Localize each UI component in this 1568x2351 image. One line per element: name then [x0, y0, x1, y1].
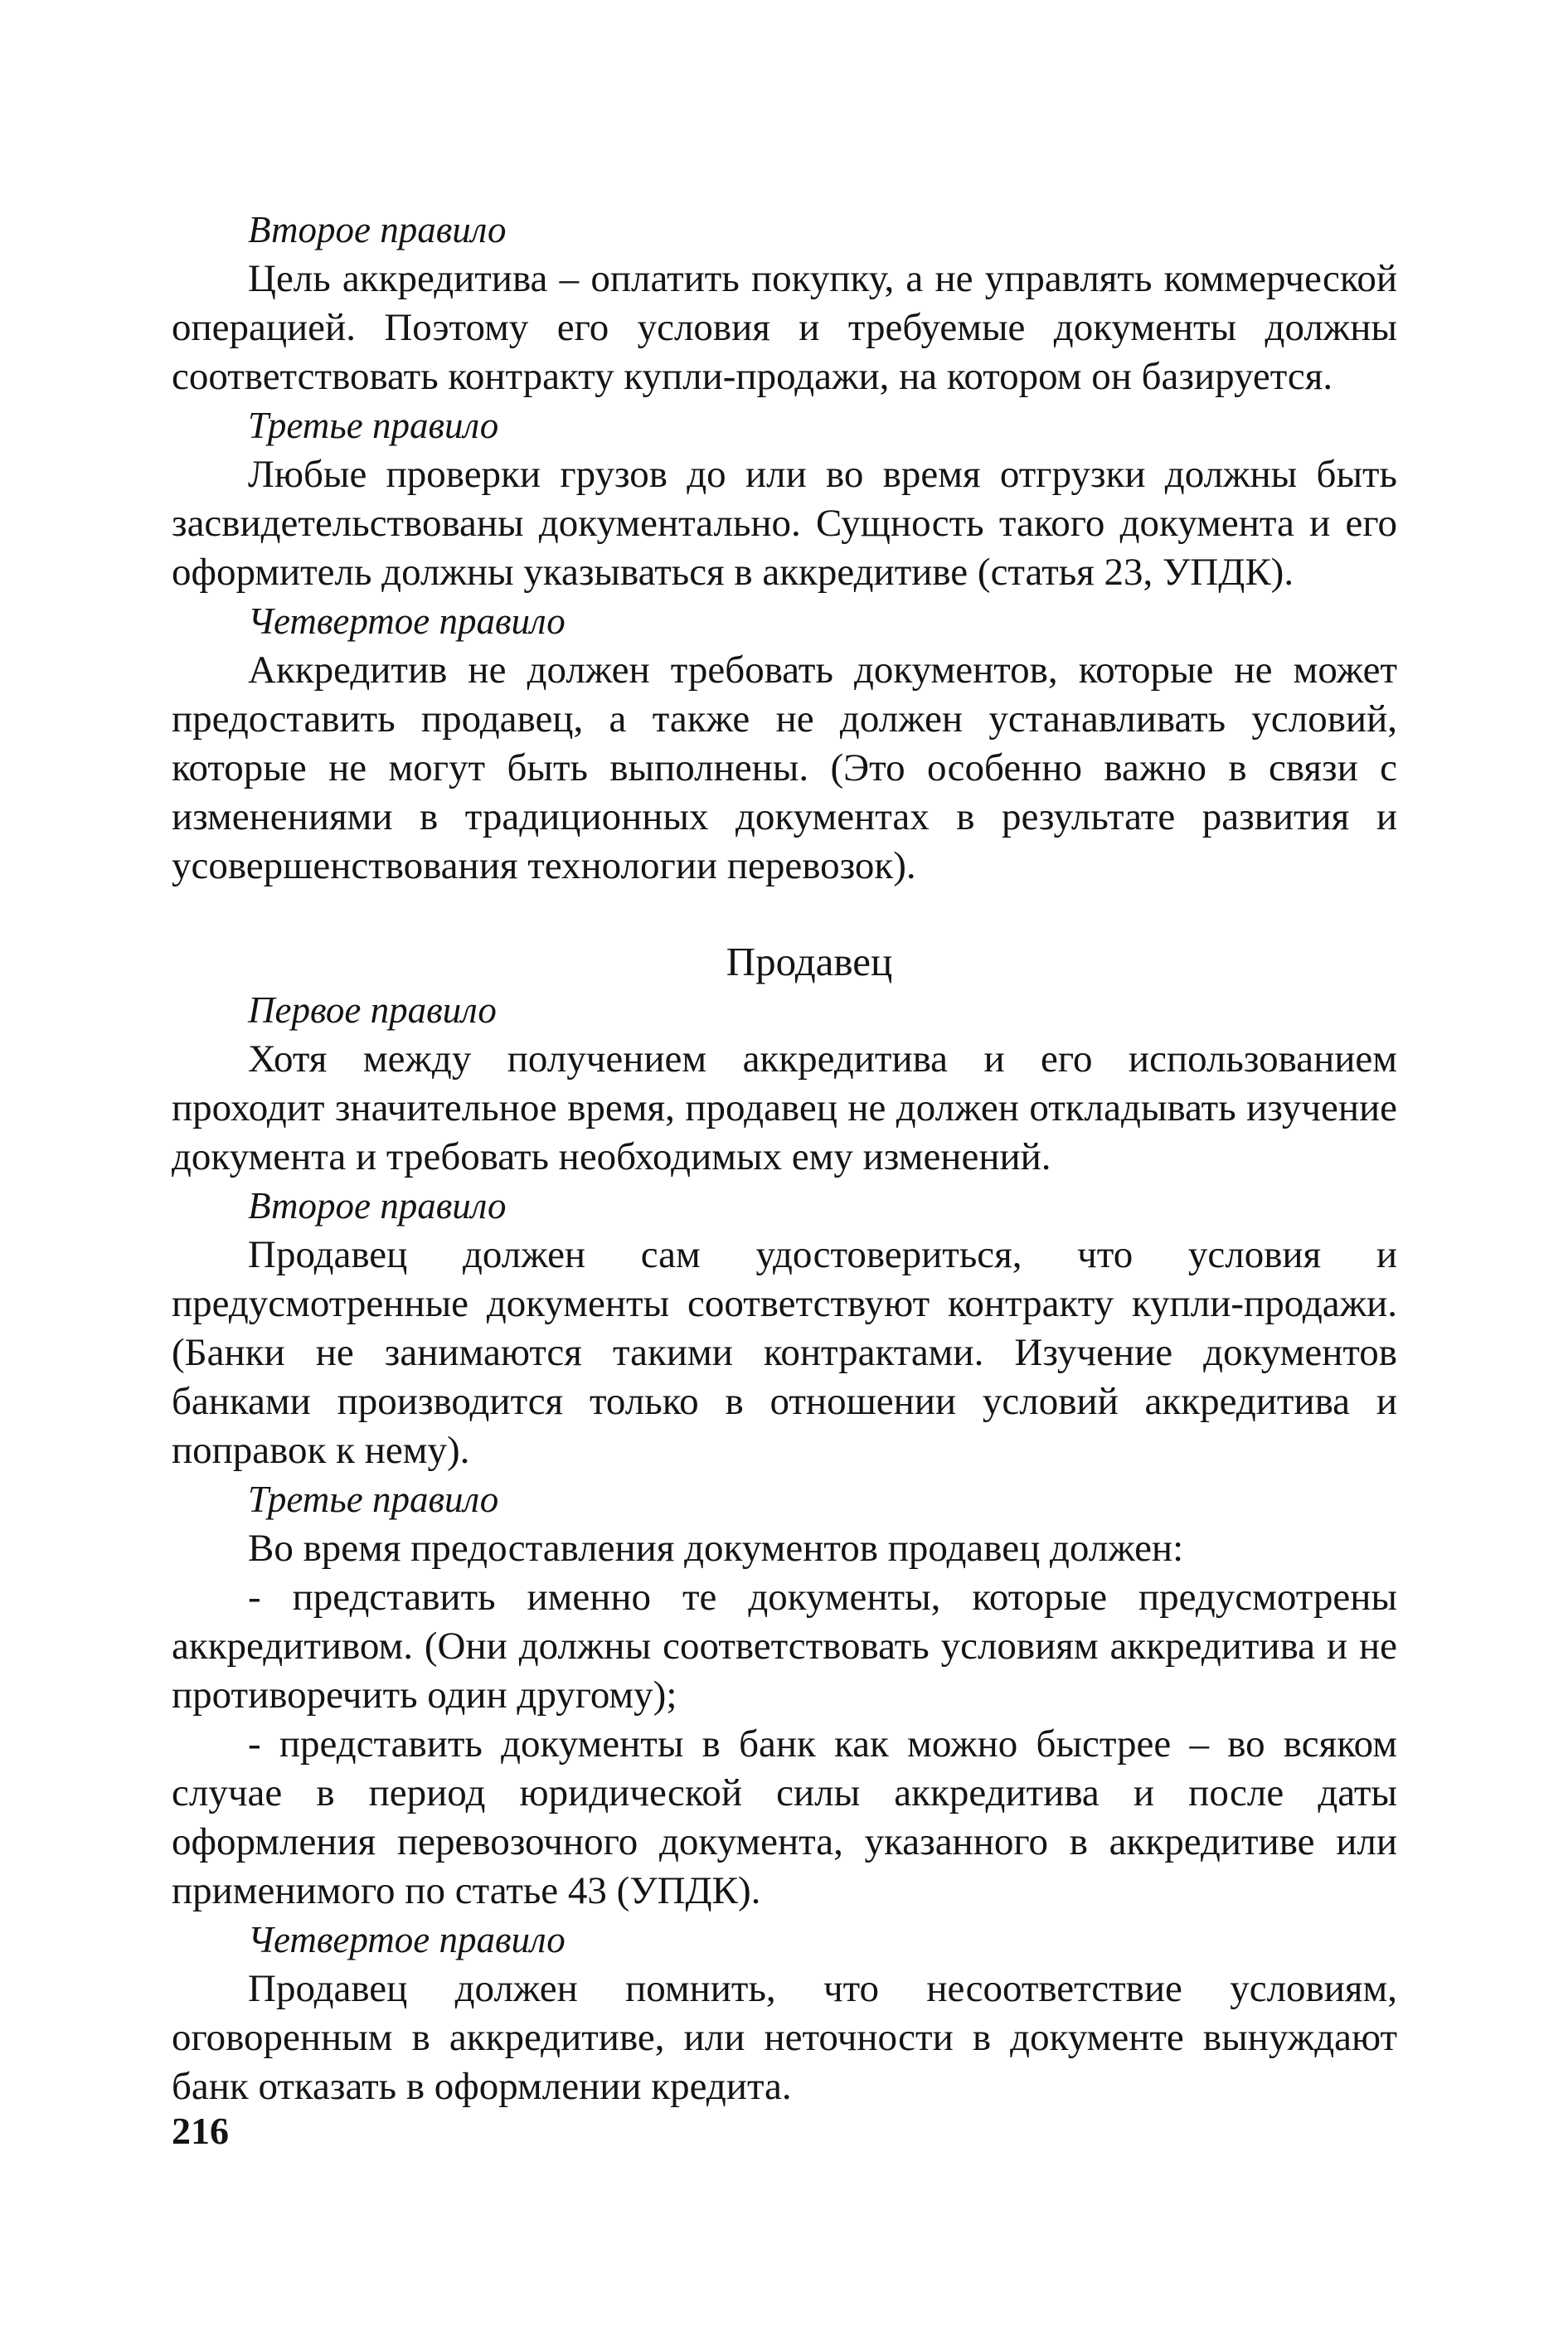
paragraph-buyer-rule-2: Цель аккредитива – оплатить покупку, а не управлять коммерческой операцией. Поэтому его условия и требуемые документы должны соответствовать контракту купли-продажи, на котором он базируется.	[172, 257, 1397, 398]
rule-heading-seller-3: Третье правило	[248, 1479, 499, 1520]
rule-heading-buyer-3: Третье правило	[248, 405, 499, 446]
paragraph-seller-rule-2: Продавец должен сам удостовериться, что условия и предусмотренные документы соответствуют контракту купли-продажи. (Банки не занимаются такими контрактами. Изучение документов банками производится только в отношении условий аккредитива и поправок к нему).	[172, 1233, 1397, 1472]
rule-heading-seller-2: Второе правило	[248, 1185, 507, 1227]
paragraph-seller-rule-1: Хотя между получением аккредитива и его использованием проходит значительное время, продавец не должен откладывать изучение документа и требовать необходимых ему изменений.	[172, 1037, 1397, 1178]
paragraph-seller-rule-3: Во время предоставления документов продавец должен:	[248, 1527, 1184, 1570]
page-number: 216	[172, 2110, 229, 2152]
page-content	[172, 206, 1397, 2111]
paragraph-buyer-rule-4: Аккредитив не должен требовать документов, которые не может предоставить продавец, а также не должен устанавливать условий, которые не могут быть выполнены. (Это особенно важно в связи с изменениями в традиционных документах в результате развития и усовершенствования технологии перевозок).	[172, 648, 1397, 887]
list-item: - представить документы в банк как можно быстрее – во всяком случае в период юридической силы аккредитива и после даты оформления перевозочного документа, указанного в аккредитиве или применимого по статье 43 (УПДК).	[172, 1722, 1397, 1912]
rule-heading-buyer-4: Четвертое правило	[248, 600, 566, 642]
list-item: - представить именно те документы, которые предусмотрены аккредитивом. (Они должны соответствовать условиям аккредитива и не противоречить один другому);	[172, 1576, 1397, 1717]
paragraph-buyer-rule-3: Любые проверки грузов до или во время отгрузки должны быть засвидетельствованы документально. Сущность такого документа и его оформитель должны указываться в аккредитиве (статья 23, УПДК).	[172, 453, 1397, 594]
rule-heading-seller-1: Первое правило	[248, 989, 497, 1031]
rule-heading-seller-4: Четвертое правило	[248, 1919, 566, 1960]
section-title-seller: Продавец	[726, 939, 893, 984]
paragraph-seller-rule-4: Продавец должен помнить, что несоответствие условиям, оговоренным в аккредитиве, или неточности в документе вынуждают банк отказать в оформлении кредита.	[172, 1967, 1397, 2108]
rule-heading-buyer-2: Второе правило	[248, 209, 507, 250]
